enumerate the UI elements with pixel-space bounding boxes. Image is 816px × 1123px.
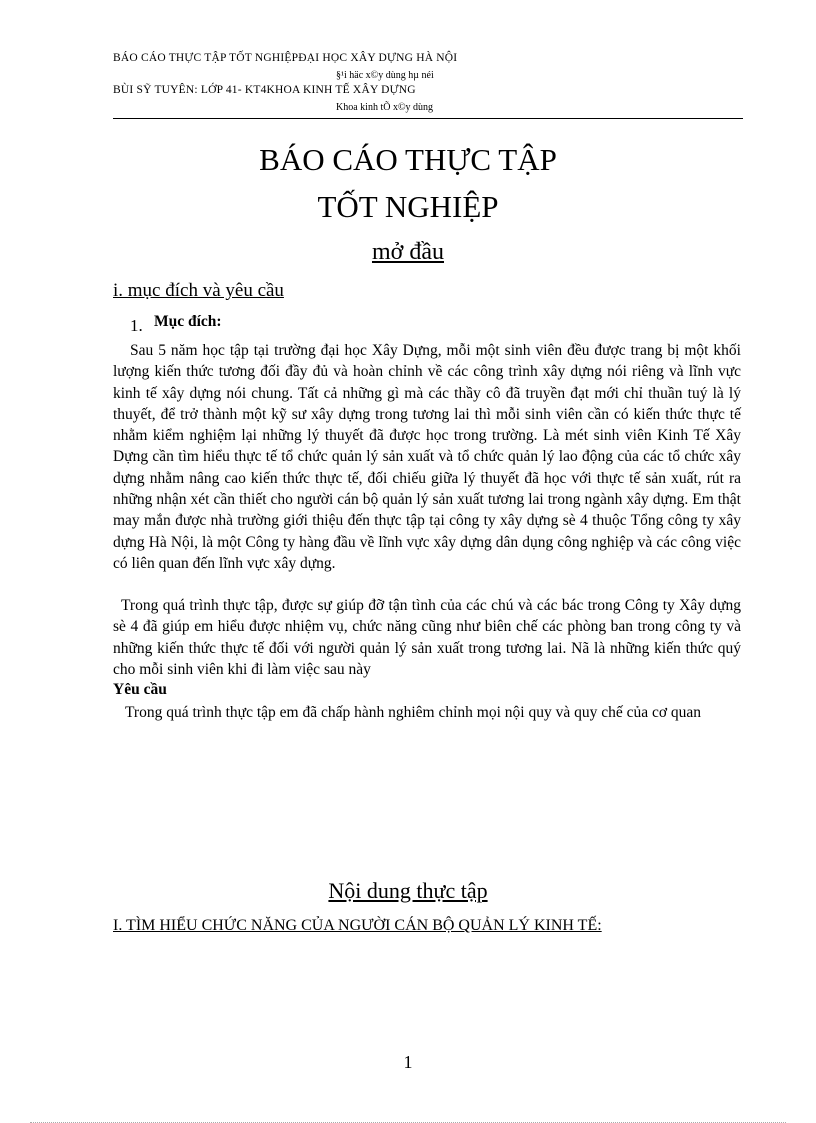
report-subtitle: mở đầu bbox=[371, 239, 444, 265]
section-heading-purpose: i. mục đích và yêu cầu bbox=[113, 280, 284, 301]
paragraph-1: Sau 5 năm học tập tại trường đại học Xây Dựng, mỗi một sinh viên đều được trang bị một khối lượng kiến thức tương đối đầy đủ và hoàn chỉnh về các công trình xây dựng nói riêng và lĩnh vực kinh tế xây dựng nói chung. Tất cả những gì mà các thầy cô đã truyền đạt mới chỉ thuần tuý là lý thuyết, để trở thành một kỹ sư xây dựng trong tương lai thì mỗi sinh viên cần có kiến thức thực tế nhằm kiểm nghiệm lại những lý thuyết đã được học trong trường. Là mét sinh viên Kinh Tế Xây Dựng cần tìm hiểu thực tế tổ chức quản lý sản xuất và tổ chức quản lý lao động của các tổ chức xây dựng nhằm nâng cao kiến thức thực tế, đối chiếu giữa lý thuyết đã học với thực tế sản xuất, rút ra những nhận xét cần thiết cho người cán bộ quản lý sản xuất tương lai trong ngành xây dựng. Em thật may mắn được nhà trường giới thiệu đến thực tập tại công ty xây dựng sè 4 thuộc Tổng công ty xây dựng Hà Nội, là một Công ty hàng đầu về lĩnh vực xây dựng dân dụng công nghiệp và các công việc có liên quan đến lĩnh vực xây dựng. bbox=[113, 342, 741, 572]
report-title-line-2: TỐT NGHIỆP bbox=[317, 189, 499, 224]
section-subheading-manager: I. TÌM HIỂU CHỨC NĂNG CỦA NGƯỜI CÁN BỘ QUẢN LÝ KINH TẾ: bbox=[113, 917, 602, 934]
purpose-label: Mục đích: bbox=[154, 313, 222, 330]
section-heading-content: Nội dung thực tập bbox=[328, 878, 488, 903]
item-number: 1. bbox=[130, 316, 143, 335]
report-title-line-1: BÁO CÁO THỰC TẬP bbox=[259, 142, 557, 177]
header-line-2: BÙI SỸ TUYÊN: LỚP 41- KT4KHOA KINH TẾ XÂY DỰNG bbox=[113, 84, 416, 96]
requirement-paragraph bbox=[113, 702, 741, 723]
header-line-1-sub: §¹i häc x©y dùng hµ néi bbox=[336, 70, 434, 81]
paragraph-3: Trong quá trình thực tập em đã chấp hành nghiêm chỉnh mọi nội quy và quy chế của cơ quan bbox=[125, 704, 702, 721]
internship-paragraph bbox=[113, 595, 741, 680]
header-line-1: BÁO CÁO THỰC TẬP TỐT NGHIỆPĐẠI HỌC XÂY DỰNG HÀ NỘI bbox=[113, 52, 458, 64]
paragraph-2: Trong quá trình thực tập, được sự giúp đỡ tận tình của các chú và các bác trong Công ty Xây dựng sè 4 đã giúp em hiểu được nhiệm vụ, chức năng cũng như biên chế các phòng ban trong công ty và những kiến thức thực tế đối với người quản lý sản xuất trong tương lai. Nã là những kiến thức quý cho mỗi sinh viên khi đi làm việc sau này bbox=[113, 597, 741, 678]
header-line-2-sub: Khoa kinh tÕ x©y dùng bbox=[336, 102, 434, 113]
header-rule bbox=[113, 118, 743, 119]
page-number: 1 bbox=[403, 1052, 413, 1072]
purpose-paragraph bbox=[113, 340, 741, 574]
requirement-label: Yêu cầu bbox=[113, 681, 167, 698]
